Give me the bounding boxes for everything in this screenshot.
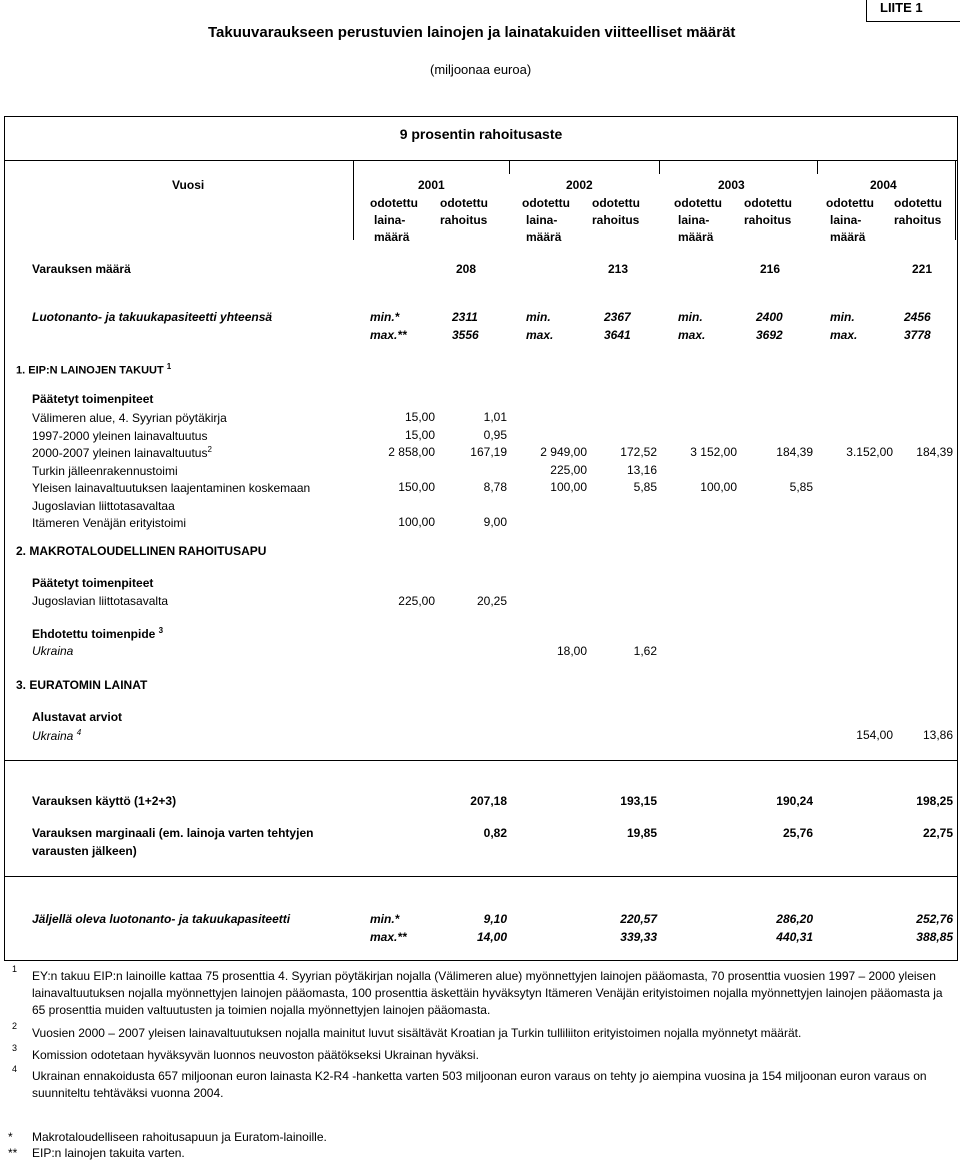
section3-row-value: 154,00 [856, 728, 893, 742]
min-label: min. [526, 310, 551, 324]
section1-row-text: Yleisen lainavaltuutuksen laajentaminen koskemaan [32, 481, 311, 495]
section1-row-text: 1997-2000 yleinen lainavaltuutus [32, 428, 208, 443]
max-label: max. [526, 328, 554, 342]
year-2001: 2001 [418, 178, 445, 192]
section1-cell: 3.152,00 [846, 445, 893, 459]
footnote-text: Ukrainan ennakoidusta 657 miljoonan euron lainasta K2-R4 -hanketta varten 503 miljoonan euron varaus on tehty jo aiempina vuosina ja 154 miljoonan euron varaus on suunniteltu tehtäväksi vuonna 2004. [32, 1069, 927, 1100]
footnote-text: Vuosien 2000 – 2007 yleisen lainavaltuutuksen nojalla mainitut luvut sisältävät Kroatian ja Turkin tulliliiton erityistoimen nojalla myönnetyt määrät. [32, 1026, 802, 1040]
year-header-label: Vuosi [172, 178, 205, 192]
capacity-min-value: 2311 [452, 310, 478, 324]
reserve-value: 221 [912, 262, 933, 276]
col-header-expected-amount: odotettu [522, 196, 570, 210]
section1-cell: 9,00 [483, 515, 507, 529]
section1-cell: 167,19 [470, 445, 507, 459]
capacity-max-label: max.** [370, 328, 407, 342]
section2-subheading2 [32, 626, 163, 641]
usage-label: Varauksen käyttö (1+2+3) [32, 794, 177, 808]
star-note-mark: ** [8, 1146, 18, 1160]
section3-heading: 3. EURATOMIN LAINAT [16, 678, 148, 692]
section1-row-label [32, 498, 175, 513]
remaining-divider [4, 876, 958, 877]
margin-value: 22,75 [922, 826, 953, 840]
col-header-expected-financing: rahoitus [744, 213, 792, 227]
usage-value: 207,18 [470, 794, 507, 808]
section1-cell: 100,00 [700, 480, 737, 494]
capacity-min-label: min.* [370, 310, 400, 324]
section2-subheading2-note: 3 [158, 626, 164, 635]
col-header-expected-amount: laina- [678, 213, 710, 227]
min-label: min. [678, 310, 703, 324]
section2-row1-label: Jugoslavian liittotasavalta [32, 594, 169, 608]
remaining-max-label: max.** [370, 930, 407, 944]
remaining-max-value: 14,00 [476, 930, 507, 944]
section2-row1-value: 20,25 [476, 594, 507, 608]
star-note-mark: * [8, 1130, 13, 1144]
remaining-label: Jäljellä oleva luotonanto- ja takuukapasiteetti [32, 912, 291, 926]
col-header-expected-financing: rahoitus [894, 213, 942, 227]
page-title: Takuuvaraukseen perustuvien lainojen ja lainatakuiden viitteelliset määrät [208, 24, 736, 41]
col-header-expected-amount: määrä [526, 230, 562, 244]
reserve-label: Varauksen määrä [32, 262, 131, 276]
col-header-expected-amount: määrä [678, 230, 714, 244]
footnote-mark: 1 [12, 964, 18, 974]
section2-row2-label: Ukraina [32, 644, 74, 658]
section1-cell: 15,00 [404, 410, 435, 424]
col-header-expected-financing: rahoitus [592, 213, 640, 227]
annex-label: LIITE 1 [880, 0, 923, 15]
section3-row-value: 13,86 [922, 728, 953, 742]
max-label: max. [678, 328, 706, 342]
section1-subheading: Päätetyt toimenpiteet [32, 392, 154, 406]
col-header-expected-financing: odotettu [744, 196, 792, 210]
year-divider [509, 160, 510, 174]
section1-cell: 2 949,00 [540, 445, 587, 459]
year-2003: 2003 [718, 178, 745, 192]
section3-subheading: Alustavat arviot [32, 710, 123, 724]
footnote-mark: 2 [12, 1021, 18, 1031]
star-note-text: EIP:n lainojen takuita varten. [32, 1146, 185, 1160]
footnote-mark: 3 [12, 1043, 18, 1053]
star-note-text: Makrotaloudelliseen rahoitusapuun ja Euratom-lainoille. [32, 1130, 327, 1144]
section1-cell: 0,95 [483, 427, 507, 442]
section1-heading-text: 1. EIP:N LAINOJEN TAKUUT [16, 364, 164, 377]
year-divider [817, 160, 818, 174]
section1-row-text: Itämeren Venäjän erityistoimi [32, 516, 187, 530]
section1-row-note: 2 [207, 445, 212, 454]
col-header-expected-amount: odotettu [826, 196, 874, 210]
section1-heading-note: 1 [166, 362, 172, 371]
section2-subheading2-text: Ehdotettu toimenpide [32, 627, 156, 641]
capacity-min-value: 2400 [756, 310, 783, 324]
capacity-max-value: 3778 [904, 328, 931, 342]
col-header-expected-amount: määrä [830, 230, 866, 244]
page-subtitle: (miljoonaa euroa) [430, 62, 532, 77]
summary-divider [4, 760, 958, 761]
margin-label-line1: Varauksen marginaali (em. lainoja varten tehtyjen [32, 826, 314, 840]
max-label: max. [830, 328, 858, 342]
usage-value: 193,15 [620, 794, 657, 808]
col-header-expected-amount: odotettu [370, 196, 418, 210]
section2-heading: 2. MAKROTALOUDELLINEN RAHOITUSAPU [16, 544, 267, 558]
margin-label-line2: varausten jälkeen) [32, 844, 137, 858]
section2-row2-value: 18,00 [556, 644, 587, 658]
section1-row-label [32, 428, 207, 443]
col-header-expected-amount: odotettu [674, 196, 722, 210]
section1-cell: 15,00 [404, 427, 435, 442]
remaining-min-value: 220,57 [620, 912, 657, 926]
capacity-min-value: 2367 [604, 310, 631, 324]
remaining-min-label: min.* [370, 912, 400, 926]
section1-row-label [32, 463, 178, 478]
year-divider [659, 160, 660, 174]
footnote-mark: 4 [12, 1064, 18, 1074]
capacity-label: Luotonanto- ja takuukapasiteetti yhteensä [32, 310, 273, 324]
remaining-max-value: 440,31 [776, 930, 813, 944]
col-header-expected-financing: rahoitus [440, 213, 488, 227]
section2-row2-value: 1,62 [633, 644, 657, 658]
col-header-expected-financing: odotettu [894, 196, 942, 210]
capacity-max-value: 3556 [452, 328, 479, 342]
section1-row-text: Välimeren alue, 4. Syyrian pöytäkirja [32, 411, 227, 425]
scenario-title: 9 prosentin rahoitusaste [399, 126, 563, 142]
capacity-min-value: 2456 [904, 310, 931, 324]
capacity-max-value: 3692 [756, 328, 783, 342]
remaining-min-value: 9,10 [483, 912, 507, 926]
section1-row-text: Jugoslavian liittotasavaltaa [32, 498, 175, 513]
margin-value: 25,76 [782, 826, 813, 840]
section3-row-note: 4 [76, 728, 82, 737]
section1-heading [16, 362, 171, 377]
section1-cell: 225,00 [550, 462, 587, 477]
reserve-value: 208 [456, 262, 477, 276]
section1-cell: 8,78 [483, 480, 507, 494]
section1-cell: 5,85 [633, 480, 657, 494]
section3-row-label [32, 728, 81, 743]
col-header-expected-amount: määrä [374, 230, 410, 244]
min-label: min. [830, 310, 855, 324]
section2-subheading: Päätetyt toimenpiteet [32, 576, 154, 590]
section1-row-text: Turkin jälleenrakennustoimi [32, 463, 178, 478]
section1-row-label [32, 480, 310, 495]
footnote-text: EY:n takuu EIP:n lainoille kattaa 75 prosenttia 4. Syyrian pöytäkirjan nojalla (Välimeren alue) myönnettyjen lainojen pääomasta, 70 prosenttia vuosien 1997 – 2000 yleisen lainavaltuutuksen nojalla myönnettyjen lainojen pääomasta, 100 prosenttia äskettäin hyväksytyn Itämeren Venäjän erityistoimen nojalla myönnettyjen lainojen pääomasta ja 65 prosenttia muiden valtuutusten ja toimien nojalla myönnettyjen lainojen pääomasta. [32, 969, 943, 1017]
year-2002: 2002 [566, 178, 593, 192]
col-header-expected-amount: laina- [526, 213, 558, 227]
section1-row-text: 2000-2007 yleinen lainavaltuutus [32, 446, 208, 460]
remaining-min-value: 252,76 [916, 912, 953, 926]
reserve-value: 216 [760, 262, 781, 276]
section1-cell: 2 858,00 [388, 445, 435, 459]
col-header-expected-financing: odotettu [440, 196, 488, 210]
footnote-text: Komission odotetaan hyväksyvän luonnos neuvoston päätökseksi Ukrainan hyväksi. [32, 1048, 479, 1062]
remaining-max-value: 388,85 [916, 930, 953, 944]
year-2004: 2004 [870, 178, 897, 192]
remaining-min-value: 286,20 [776, 912, 813, 926]
section1-cell: 184,39 [916, 445, 953, 459]
section3-row-text: Ukraina [32, 729, 74, 743]
capacity-max-value: 3641 [604, 328, 631, 342]
section1-cell: 3 152,00 [690, 445, 737, 459]
section1-cell: 172,52 [620, 445, 657, 459]
section1-row-label [32, 410, 227, 425]
section1-cell: 1,01 [483, 410, 507, 424]
col-header-expected-financing: odotettu [592, 196, 640, 210]
remaining-max-value: 339,33 [620, 930, 657, 944]
usage-value: 190,24 [776, 794, 813, 808]
section1-row-label [32, 515, 186, 530]
margin-value: 19,85 [626, 826, 657, 840]
section1-cell: 100,00 [398, 515, 435, 529]
col-header-expected-amount: laina- [830, 213, 862, 227]
section1-cell: 5,85 [789, 480, 813, 494]
usage-value: 198,25 [916, 794, 953, 808]
section2-row1-value: 225,00 [398, 594, 435, 608]
section1-cell: 100,00 [550, 480, 587, 494]
section1-row-label [32, 445, 212, 460]
year-divider [353, 160, 354, 240]
year-divider [955, 160, 956, 240]
col-header-expected-amount: laina- [374, 213, 406, 227]
scenario-divider [4, 160, 958, 161]
reserve-value: 213 [608, 262, 629, 276]
section1-cell: 150,00 [398, 480, 435, 494]
section1-cell: 184,39 [776, 445, 813, 459]
section1-cell: 13,16 [626, 462, 657, 477]
margin-value: 0,82 [483, 826, 507, 840]
